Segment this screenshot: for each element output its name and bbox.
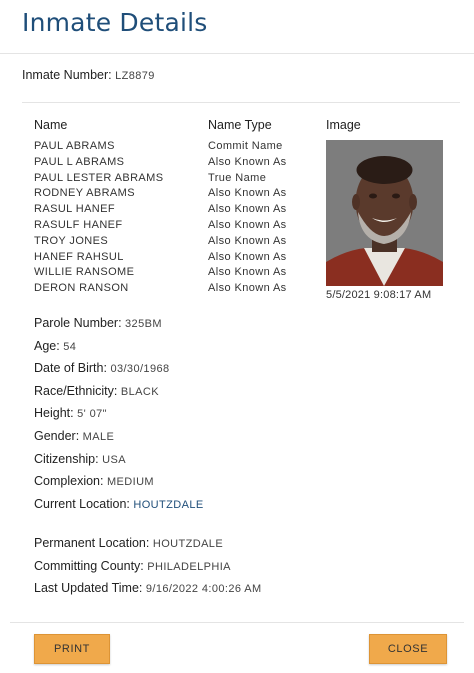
- inmate-number-label: Inmate Number:: [22, 68, 112, 82]
- parole-number-label: Parole Number:: [34, 316, 122, 330]
- age-value: 54: [63, 340, 77, 353]
- complexion-row: [34, 474, 154, 488]
- parole-number-value: 325BM: [125, 318, 162, 330]
- alias-name: RASUL HANEF: [34, 203, 116, 216]
- alias-row: [34, 251, 314, 267]
- alias-type: Also Known As: [208, 203, 287, 216]
- alias-name: PAUL LESTER ABRAMS: [34, 171, 164, 184]
- citizenship-label: Citizenship:: [34, 451, 99, 466]
- image-column-header: Image: [326, 118, 361, 132]
- alias-name: PAUL ABRAMS: [34, 140, 115, 152]
- alias-name: TROY JONES: [34, 234, 109, 247]
- alias-type: Also Known As: [208, 218, 287, 231]
- race-row: [34, 384, 159, 398]
- race-label: Race/Ethnicity:: [34, 383, 118, 398]
- current-location-row: [34, 497, 204, 511]
- alias-type: Commit Name: [208, 140, 283, 152]
- last-updated-value: 9/16/2022 4:00:26 AM: [145, 583, 262, 596]
- close-button[interactable]: CLOSE: [369, 634, 447, 664]
- alias-type: True Name: [208, 171, 267, 184]
- alias-row: [34, 282, 314, 298]
- alias-row: [34, 156, 314, 172]
- alias-row: [34, 219, 314, 235]
- alias-row: [34, 172, 314, 188]
- inmate-number-value: LZ8879: [115, 70, 155, 82]
- committing-county-label: Committing County:: [34, 558, 144, 573]
- height-label: Height:: [34, 406, 74, 421]
- dob-value: 03/30/1968: [110, 363, 170, 376]
- inmate-number-row: [22, 68, 155, 82]
- print-button[interactable]: PRINT: [34, 634, 110, 664]
- age-row: [34, 339, 76, 353]
- dob-row: [34, 361, 170, 375]
- footer-divider: [10, 622, 464, 623]
- inmate-photo: [326, 140, 443, 286]
- alias-type: Also Known As: [208, 155, 287, 168]
- alias-name: DERON RANSON: [34, 282, 129, 295]
- name-column-header: Name: [34, 118, 68, 132]
- alias-row: [34, 203, 314, 219]
- alias-name: RODNEY ABRAMS: [34, 187, 135, 200]
- name-type-column-header: Name Type: [208, 118, 272, 132]
- complexion-value: MEDIUM: [106, 476, 154, 489]
- complexion-label: Complexion:: [34, 474, 104, 489]
- alias-row: [34, 235, 314, 251]
- permanent-location-label: Permanent Location:: [34, 536, 150, 550]
- alias-type: Also Known As: [208, 266, 287, 279]
- dob-label: Date of Birth:: [34, 361, 107, 376]
- modal-header: [0, 0, 474, 54]
- alias-type: Also Known As: [208, 250, 287, 263]
- alias-name: WILLIE RANSOME: [34, 266, 135, 279]
- gender-label: Gender:: [34, 429, 80, 443]
- alias-type: Also Known As: [208, 234, 287, 247]
- current-location-link[interactable]: HOUTZDALE: [133, 498, 204, 511]
- age-label: Age:: [34, 338, 60, 353]
- alias-name: PAUL L ABRAMS: [34, 155, 125, 168]
- committing-county-value: PHILADELPHIA: [147, 560, 231, 573]
- citizenship-value: USA: [102, 453, 126, 466]
- alias-row: [34, 266, 314, 282]
- race-value: BLACK: [120, 385, 159, 398]
- committing-county-row: [34, 559, 231, 573]
- alias-type: Also Known As: [208, 187, 287, 200]
- citizenship-row: [34, 452, 126, 466]
- alias-name: RASULF HANEF: [34, 218, 123, 231]
- permanent-location-row: [34, 536, 223, 550]
- page-title: Inmate Details: [22, 8, 208, 37]
- alias-rows: [34, 140, 314, 298]
- alias-row: [34, 140, 314, 156]
- divider: [22, 102, 460, 103]
- last-updated-label: Last Updated Time:: [34, 581, 143, 596]
- alias-name: HANEF RAHSUL: [34, 250, 124, 263]
- last-updated-row: [34, 581, 262, 595]
- photo-timestamp: 5/5/2021 9:08:17 AM: [326, 289, 432, 301]
- gender-row: [34, 429, 114, 443]
- alias-row: [34, 187, 314, 203]
- alias-type: Also Known As: [208, 282, 287, 295]
- height-value: 5' 07": [77, 408, 107, 421]
- permanent-location-value: HOUTZDALE: [152, 538, 224, 550]
- current-location-label: Current Location:: [34, 496, 130, 511]
- parole-number-row: [34, 316, 162, 330]
- gender-value: MALE: [82, 431, 115, 443]
- height-row: [34, 406, 107, 420]
